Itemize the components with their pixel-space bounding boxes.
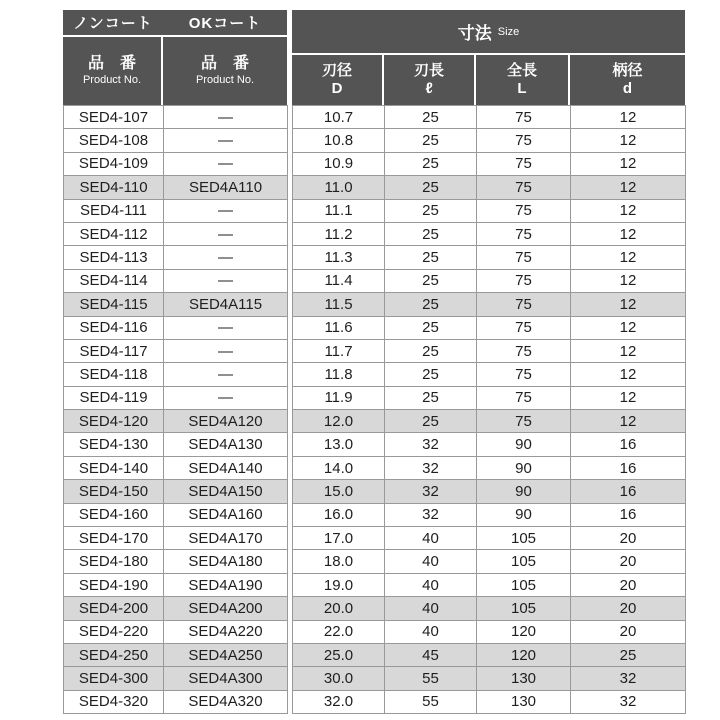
okcoat-column-header: OKコート (188, 15, 262, 32)
cell-blade-diameter: 11.4 (293, 269, 385, 292)
cell-blade-diameter: 16.0 (293, 503, 385, 526)
cell-product-okcoat: SED4A220 (164, 620, 288, 643)
table-row (64, 503, 686, 526)
cell-blade-diameter: 11.9 (293, 386, 385, 409)
cell-product-okcoat: — (164, 339, 288, 362)
cell-blade-length: 40 (385, 597, 477, 620)
cell-product-okcoat: — (164, 199, 288, 222)
cell-blade-length: 32 (385, 480, 477, 503)
cell-blade-diameter: 22.0 (293, 620, 385, 643)
cell-shank-diameter: 25 (571, 643, 686, 666)
cell-shank-diameter: 12 (571, 129, 686, 152)
cell-product-okcoat: SED4A120 (164, 410, 288, 433)
table-row (64, 480, 686, 503)
table-row (64, 269, 686, 292)
product-no-en-label: Product No. (82, 73, 142, 86)
cell-shank-diameter: 12 (571, 152, 686, 175)
cell-product-noncoat: SED4-109 (64, 152, 164, 175)
table-row (64, 573, 686, 596)
cell-blade-length: 40 (385, 550, 477, 573)
cell-blade-length: 25 (385, 246, 477, 269)
cell-product-okcoat: SED4A190 (164, 573, 288, 596)
cell-product-noncoat: SED4-300 (64, 667, 164, 690)
overall-length-kanji: 全長 (506, 62, 537, 79)
overall-length-column-header (476, 55, 570, 105)
cell-product-noncoat: SED4-113 (64, 246, 164, 269)
cell-product-noncoat: SED4-117 (64, 339, 164, 362)
cell-blade-diameter: 20.0 (293, 597, 385, 620)
cell-blade-diameter: 17.0 (293, 527, 385, 550)
table-row (64, 176, 686, 199)
cell-product-okcoat: — (164, 129, 288, 152)
cell-shank-diameter: 16 (571, 433, 686, 456)
cell-shank-diameter: 32 (571, 667, 686, 690)
cell-shank-diameter: 12 (571, 246, 686, 269)
shank-diameter-symbol: d (622, 80, 633, 97)
cell-overall-length: 130 (477, 667, 571, 690)
cell-overall-length: 75 (477, 129, 571, 152)
table-row (64, 597, 686, 620)
table-header (63, 10, 685, 105)
cell-product-noncoat: SED4-250 (64, 643, 164, 666)
noncoat-column-header: ノンコート (73, 15, 153, 32)
cell-product-okcoat: — (164, 316, 288, 339)
cell-blade-diameter: 32.0 (293, 690, 385, 713)
cell-blade-length: 32 (385, 456, 477, 479)
cell-product-okcoat: SED4A110 (164, 176, 288, 199)
cell-shank-diameter: 20 (571, 550, 686, 573)
cell-blade-length: 25 (385, 129, 477, 152)
cell-shank-diameter: 12 (571, 339, 686, 362)
cell-product-okcoat: SED4A170 (164, 527, 288, 550)
cell-blade-diameter: 12.0 (293, 410, 385, 433)
cell-product-okcoat: SED4A200 (164, 597, 288, 620)
cell-blade-diameter: 11.6 (293, 316, 385, 339)
cell-blade-length: 25 (385, 176, 477, 199)
cell-product-okcoat: — (164, 386, 288, 409)
cell-overall-length: 75 (477, 293, 571, 316)
cell-product-okcoat: SED4A115 (164, 293, 288, 316)
table-row (64, 152, 686, 175)
cell-overall-length: 75 (477, 339, 571, 362)
cell-shank-diameter: 12 (571, 222, 686, 245)
cell-product-noncoat: SED4-140 (64, 456, 164, 479)
cell-product-noncoat: SED4-114 (64, 269, 164, 292)
table-body-rows (64, 106, 686, 714)
cell-overall-length: 105 (477, 573, 571, 596)
cell-product-okcoat: SED4A320 (164, 690, 288, 713)
cell-blade-length: 45 (385, 643, 477, 666)
cell-blade-length: 40 (385, 573, 477, 596)
blade-diameter-symbol: D (331, 80, 343, 97)
blade-diameter-kanji: 刃径 (321, 62, 352, 79)
table-row (64, 363, 686, 386)
cell-shank-diameter: 12 (571, 269, 686, 292)
cell-blade-length: 25 (385, 199, 477, 222)
cell-blade-length: 25 (385, 106, 477, 129)
cell-overall-length: 75 (477, 176, 571, 199)
cell-product-noncoat: SED4-107 (64, 106, 164, 129)
blade-diameter-column-header (292, 55, 384, 105)
shank-diameter-kanji: 柄径 (612, 62, 643, 79)
cell-blade-length: 25 (385, 410, 477, 433)
cell-shank-diameter: 16 (571, 480, 686, 503)
cell-overall-length: 75 (477, 152, 571, 175)
table-row (64, 386, 686, 409)
table-row (64, 667, 686, 690)
cell-overall-length: 105 (477, 550, 571, 573)
cell-product-noncoat: SED4-108 (64, 129, 164, 152)
cell-blade-diameter: 13.0 (293, 433, 385, 456)
product-no-kanji-label: 品 番 (200, 54, 249, 72)
overall-length-symbol: L (517, 80, 527, 97)
cell-blade-diameter: 11.8 (293, 363, 385, 386)
cell-blade-diameter: 30.0 (293, 667, 385, 690)
table-row (64, 222, 686, 245)
cell-overall-length: 120 (477, 620, 571, 643)
cell-blade-diameter: 10.7 (293, 106, 385, 129)
cell-product-noncoat: SED4-130 (64, 433, 164, 456)
cell-overall-length: 75 (477, 316, 571, 339)
cell-blade-length: 25 (385, 386, 477, 409)
cell-shank-diameter: 12 (571, 106, 686, 129)
cell-product-noncoat: SED4-180 (64, 550, 164, 573)
cell-overall-length: 75 (477, 410, 571, 433)
cell-overall-length: 75 (477, 363, 571, 386)
cell-shank-diameter: 12 (571, 293, 686, 316)
cell-product-noncoat: SED4-170 (64, 527, 164, 550)
cell-product-okcoat: SED4A130 (164, 433, 288, 456)
cell-blade-diameter: 11.0 (293, 176, 385, 199)
cell-shank-diameter: 20 (571, 620, 686, 643)
cell-blade-length: 25 (385, 222, 477, 245)
cell-shank-diameter: 16 (571, 503, 686, 526)
spec-table-body (63, 105, 686, 714)
cell-product-noncoat: SED4-112 (64, 222, 164, 245)
cell-blade-diameter: 25.0 (293, 643, 385, 666)
cell-product-okcoat: SED4A160 (164, 503, 288, 526)
product-no-en-label: Product No. (195, 73, 255, 86)
product-no-header-okcoat (163, 37, 287, 105)
cell-blade-diameter: 14.0 (293, 456, 385, 479)
cell-product-noncoat: SED4-115 (64, 293, 164, 316)
product-no-header-noncoat (63, 37, 163, 105)
cell-blade-length: 40 (385, 527, 477, 550)
cell-blade-diameter: 11.1 (293, 199, 385, 222)
cell-product-okcoat: SED4A300 (164, 667, 288, 690)
cell-blade-length: 32 (385, 433, 477, 456)
cell-blade-diameter: 11.3 (293, 246, 385, 269)
cell-product-noncoat: SED4-150 (64, 480, 164, 503)
cell-product-okcoat: SED4A150 (164, 480, 288, 503)
cell-shank-diameter: 12 (571, 316, 686, 339)
cell-blade-length: 25 (385, 269, 477, 292)
table-row (64, 246, 686, 269)
table-row (64, 620, 686, 643)
cell-product-noncoat: SED4-119 (64, 386, 164, 409)
cell-overall-length: 105 (477, 527, 571, 550)
cell-blade-diameter: 15.0 (293, 480, 385, 503)
cell-product-noncoat: SED4-111 (64, 199, 164, 222)
table-row (64, 293, 686, 316)
cell-product-noncoat: SED4-320 (64, 690, 164, 713)
product-spec-table (63, 10, 685, 714)
table-row (64, 550, 686, 573)
cell-overall-length: 75 (477, 269, 571, 292)
cell-shank-diameter: 12 (571, 386, 686, 409)
cell-product-okcoat: — (164, 363, 288, 386)
cell-overall-length: 105 (477, 597, 571, 620)
table-row (64, 339, 686, 362)
cell-overall-length: 75 (477, 222, 571, 245)
cell-shank-diameter: 20 (571, 573, 686, 596)
cell-product-noncoat: SED4-200 (64, 597, 164, 620)
cell-blade-length: 55 (385, 690, 477, 713)
cell-product-noncoat: SED4-120 (64, 410, 164, 433)
cell-shank-diameter: 12 (571, 410, 686, 433)
shank-diameter-column-header (570, 55, 685, 105)
product-no-kanji-label: 品 番 (87, 54, 136, 72)
cell-product-noncoat: SED4-118 (64, 363, 164, 386)
cell-blade-length: 25 (385, 339, 477, 362)
cell-product-noncoat: SED4-110 (64, 176, 164, 199)
cell-blade-length: 55 (385, 667, 477, 690)
cell-blade-diameter: 10.9 (293, 152, 385, 175)
cell-product-okcoat: — (164, 269, 288, 292)
cell-shank-diameter: 20 (571, 527, 686, 550)
cell-overall-length: 120 (477, 643, 571, 666)
cell-overall-length: 90 (477, 433, 571, 456)
table-row (64, 690, 686, 713)
cell-product-noncoat: SED4-116 (64, 316, 164, 339)
cell-blade-length: 25 (385, 363, 477, 386)
cell-product-noncoat: SED4-160 (64, 503, 164, 526)
cell-shank-diameter: 20 (571, 597, 686, 620)
blade-length-symbol: ℓ (425, 80, 433, 97)
table-row (64, 527, 686, 550)
cell-overall-length: 75 (477, 386, 571, 409)
cell-shank-diameter: 32 (571, 690, 686, 713)
cell-blade-diameter: 11.5 (293, 293, 385, 316)
cell-overall-length: 130 (477, 690, 571, 713)
cell-product-okcoat: — (164, 152, 288, 175)
blade-length-kanji: 刃長 (413, 62, 444, 79)
size-group-header (292, 10, 685, 55)
cell-blade-length: 40 (385, 620, 477, 643)
table-row (64, 410, 686, 433)
cell-product-okcoat: — (164, 222, 288, 245)
cell-overall-length: 75 (477, 106, 571, 129)
cell-shank-diameter: 12 (571, 176, 686, 199)
table-row (64, 433, 686, 456)
cell-blade-length: 25 (385, 152, 477, 175)
table-row (64, 643, 686, 666)
table-row (64, 129, 686, 152)
table-row (64, 456, 686, 479)
table-row (64, 106, 686, 129)
cell-blade-diameter: 11.2 (293, 222, 385, 245)
table-row (64, 199, 686, 222)
coating-header-bar (63, 10, 287, 37)
cell-product-okcoat: SED4A140 (164, 456, 288, 479)
cell-overall-length: 75 (477, 199, 571, 222)
cell-overall-length: 90 (477, 503, 571, 526)
cell-blade-diameter: 18.0 (293, 550, 385, 573)
cell-shank-diameter: 16 (571, 456, 686, 479)
size-kanji-label: 寸法 (457, 24, 492, 43)
cell-product-okcoat: SED4A250 (164, 643, 288, 666)
cell-product-okcoat: SED4A180 (164, 550, 288, 573)
size-en-label: Size (497, 25, 520, 38)
cell-shank-diameter: 12 (571, 363, 686, 386)
cell-shank-diameter: 12 (571, 199, 686, 222)
cell-blade-length: 25 (385, 316, 477, 339)
cell-blade-diameter: 10.8 (293, 129, 385, 152)
cell-blade-diameter: 11.7 (293, 339, 385, 362)
blade-length-column-header (384, 55, 476, 105)
cell-overall-length: 90 (477, 456, 571, 479)
cell-product-okcoat: — (164, 106, 288, 129)
cell-product-okcoat: — (164, 246, 288, 269)
cell-product-noncoat: SED4-190 (64, 573, 164, 596)
cell-blade-diameter: 19.0 (293, 573, 385, 596)
cell-blade-length: 32 (385, 503, 477, 526)
cell-overall-length: 75 (477, 246, 571, 269)
cell-product-noncoat: SED4-220 (64, 620, 164, 643)
cell-blade-length: 25 (385, 293, 477, 316)
cell-overall-length: 90 (477, 480, 571, 503)
table-row (64, 316, 686, 339)
